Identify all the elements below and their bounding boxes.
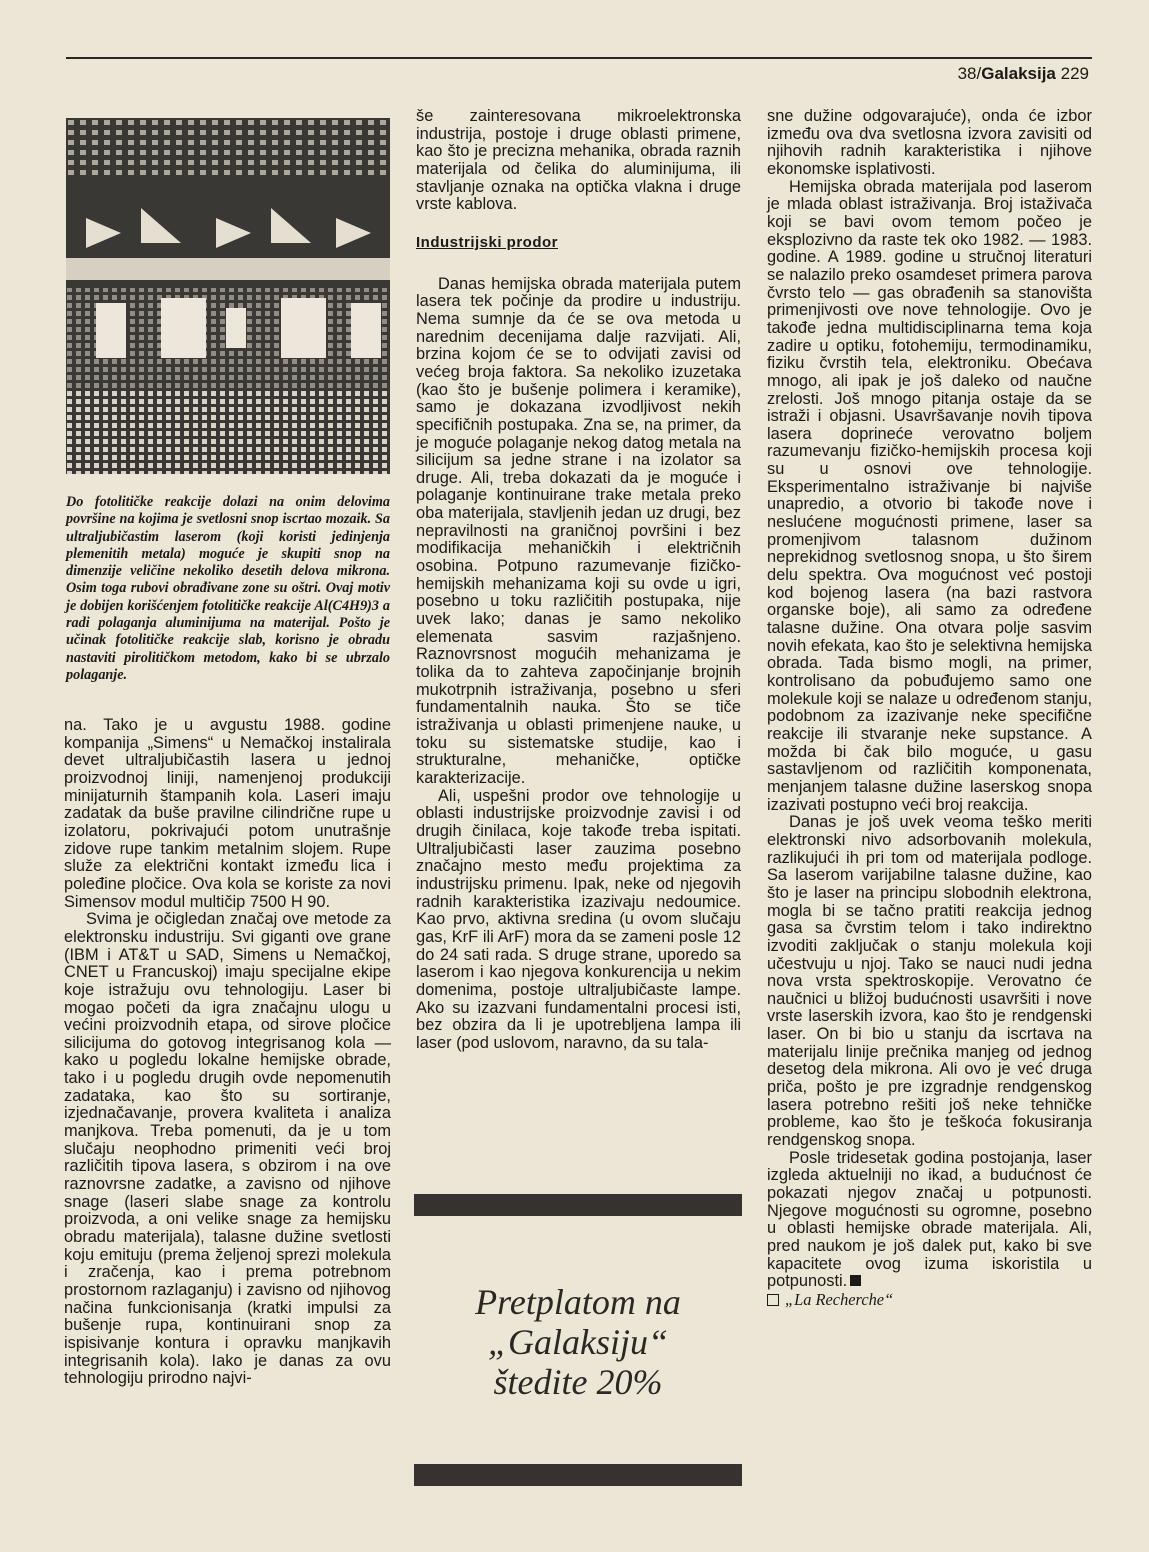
column-3: [767, 108, 1092, 1310]
issue-number: 38/: [957, 64, 982, 83]
photo-caption: Do fotolitičke reakcije dolazi na onim delovima površine na kojima je svetlosni snop iscrtao mozaik. Sa ultraljubičastim laserom (koji koristi jedinjenja plemenitih metala) moguće je skupiti snop na dimenzije veličine nekoliko desetih delova mikrona. Osim toga rubovi obrađivane zone su oštri. Ovaj motiv je dobijen korišćenjem fotolitičke reakcije Al(C4H9)3 a radi polaganja aluminijuma na materijal. Pošto je učinak fotolitičke reakcije slab, korisno je obradu nastaviti pirolitičkom metodom, kako bi se ubrzalo polaganje.: [66, 494, 390, 683]
ad-top-bar: [414, 1194, 742, 1216]
page-number: 229: [1060, 64, 1089, 83]
header-rule: [66, 57, 1092, 59]
subscription-ad: [414, 1220, 742, 1470]
paragraph: Hemijska obrada materijala pod laserom je mlada oblast istraživanja. Broj istaživača koji se bavi ovom temom počeo je eksplozivno da raste tek oko 1982. — 1983. godine. A 1989. godine u stručnoj literaturi se nalazilo preko osamdeset primera parova čvrsto telo — gas obrađenih sa stanovišta primenjivosti ove nove tehnologije. Ovo je takođe jedna multidisciplinarna tema koja zadire u optiku, fotohemiju, termodinamiku, fiziku čvrstih tela, elektroniku. Obećava mnogo, ali ipak je još daleko od naučne zrelosti. Još mnogo pitanja ostaje da se istraži i objasni. Usavršavanje novih tipova lasera doprineće verovatno boljem razumevanju fizičko-hemijskih procesa koji su u osnovi ove tehnologije. Eksperimentalno istraživanje bi najviše unapredio, a otvorio bi takođe nove i neslućene mogućnosti primene, laser sa promenjivom talasnom dužinom neprekidnog svetlosnog snopa, u što širem delu spektra. Ova mogućnost već postoji kod bojenog lasera (na bazi rastvora organske boje), ali samo za određene talasne dužine. Ona otvara polje sasvim novih efekata, kao što je selektivna hemijska obrada. Tada bismo mogli, na primer, kontrolisano da pobuđujemo samo one molekule koji se nalaze u određenom stanju, podobnom za izazivanje neke specifične reakcije ili stvaranje neke supstance. A možda bi čak bilo moguće, u gasu sastavljenom od različitih komponenata, menjanjem talasne dužine laserskog snopa izazivati postupno veći broj reakcija.: [767, 177, 1092, 814]
paragraph: Ali, uspešni prodor ove tehnologije u oblasti industrijske proizvodnje zavisi i od drugih činilaca, koje takođe treba ispitati. Ultraljubičasti laser zauzima posebno značajno mesto među projektima za industrijsku primenu. Ipak, neke od njegovih radnih karakteristika izazivaju nedoumice. Kao prvo, aktivna sredina (u ovom slučaju gas, KrF ili ArF) mora da se zameni posle 12 do 24 sati rada. S druge strane, uporedo sa laserom i kao njegova konkurencija u nekim domenima, postoje ultraljubičaste lampe. Ako su izazvani fundamentalni procesi isti, bez obzira da li je upotrebljena lampa ili laser (pod uslovom, naravno, da su tala-: [416, 786, 741, 1052]
ad-bottom-bar: [414, 1464, 742, 1486]
end-mark-icon: [850, 1275, 861, 1286]
column-2: [416, 108, 741, 1052]
mosaic-pattern: [66, 118, 390, 474]
square-bullet-icon: [767, 1294, 779, 1306]
ad-line: štedite 20%: [493, 1362, 663, 1402]
column-1: [64, 717, 391, 1388]
paragraph: Danas je još uvek veoma teško meriti elektronski nivo adsorbovanih molekula, razlikujući ih pri tom od materijala podloge. Sa laserom varijabilne talasne dužine, kao što je laser na principu slobodnih elektrona, mogla bi se tačno pratiti reakcija jednog gasa sa čvrstim telom i tako indirektno izvoditi zaključak o stanju molekula koji učestvuju u njoj. Tako se nauci nudi jedna nova vrsta spektroskopije. Verovatno će naučnici u bližoj budućnosti usavršiti i nove vrste laserskih izvora, kao što je rendgenski laser. On bi bio u stanju da iscrtava na materijalu linije prečnika manjeg od jednog desetog dela mikrona. Ali ovo je već druga priča, pošto je pre izgradnje rendgenskog lasera potrebno rešiti još neke tehničke probleme, kao što je teškoća fokusiranja rendgenskog snopa.: [767, 813, 1092, 1150]
source-credit: „La Recherche“: [785, 1289, 894, 1309]
page-folio: [958, 64, 1089, 84]
section-heading: Industrijski prodor: [416, 233, 559, 251]
ad-line: Pretplatom na: [475, 1282, 681, 1322]
paragraph: Svima je očigledan značaj ove metode za elektronsku industriju. Svi giganti ove grane (IBM i AT&T u SAD, Simens u Nemačkoj, CNET u Francuskoj) imaju specijalne ekipe koje istražuju ovu tehnologiju. Laser bi mogao početi da igra značajnu ulogu u većini proizvodnih etapa, od sirove pločice silicijuma do gotovog integrisanog kola — kako u pogledu lokalne hemijske obrade, tako i u pogledu drugih ovde nepomenutih zadataka, kao što su sortiranje, izjednačavanje, provera kvaliteta i analiza manjkova. Treba pomenuti, da je u tom slučaju neophodno primeniti veći broj različitih tipova lasera, s obzirom i na ove raznovrsne zadatke, a zavisno od njihove snage (laseri slabe snage za kontrolu proizvoda, a oni velike snage za hemijsku obradu materijala), talasne dužine svetlosti koju emituju (prema željenoj sprezi molekula i zračenja, kao i prema potrebnom prostornom razlaganju) i zavisno od njihovog načina funkcionisanja (kratki impulsi za bušenje rupa, kontinuirani snop za ispisivanje kontura i opravku manjkavih integrisanih kola). Iako je danas za ovu tehnologiju prirodno najvi-: [64, 910, 391, 1388]
magazine-name: Galaksija: [981, 64, 1056, 83]
paragraph: Danas hemijska obrada materijala putem lasera tek počinje da prodire u industriju. Nema sumnje da će se ova metoda u narednim decenijama dalje razvijati. Ali, brzina kojom će se to odvijati zavisi od većeg broja faktora. Sa nekoliko izuzetaka (kao što je bušenje polimera i keramike), samo je dokazana izvodljivost nekih specifičnih postupaka. Zna se, na primer, da je moguće polaganje nekog datog metala na silicijum sa jedne strane i na izolator sa druge. Ali, treba dokazati da je moguće i polaganje kontinuirane trake metala preko oba materijala, stavljenih jedan uz drugi, bez nepravilnosti na graničnoj površini i bez modifikacija mehaničkih i električnih osobina. Potpuno razumevanje fizičko-hemijskih mehanizama koji su ovde u igri, posebno u toku različitih postupaka, nije uvek lako; danas je samo nekoliko elemenata sasvim razjašnjeno. Raznovrsnost mogućih mehanizama je tolika da to zahteva započinjanje brojnih mukotrpnih istraživanja, posebno u sferi fundamentalnih nauka. Što se tiče istraživanja u oblasti primenjene nauke, u toku su sistematske studije, kao i strukturalne, mehaničke, optičke karakterizacije.: [416, 274, 741, 787]
paragraph: na. Tako je u avgustu 1988. godine kompanija „Simens“ u Nemačkoj instalirala devet ultraljubičastih lasera u jednoj proizvodnoj liniji, namenjenoj produkciji minijaturnih štampanih kola. Laseri imaju zadatak da buše pravilne cilindrične rupe u izolatoru, pokrivajući potom unutrašnje zidove rupe tankim metalnim slojem. Rupe služe za električni kontakt između lica i poleđine pločice. Ova kola se koriste za novi Simensov modul multičip 7500 H 90.: [64, 716, 391, 911]
paragraph: sne dužine odgovarajuće), onda će izbor između ova dva svetlosna izvora zavisiti od njihovih radnih karakteristika i njihove ekonomske isplativosti.: [767, 107, 1092, 178]
source-line: [767, 1291, 1092, 1310]
paragraph: [767, 1150, 1092, 1291]
ad-line: „Galaksiju“: [487, 1322, 669, 1362]
ad-text: [414, 1282, 742, 1402]
mosaic-photo: [66, 118, 390, 474]
paragraph-text: Posle tridesetak godina postojanja, laser izgleda aktuelniji no ikad, a budućnost će pokazati njegov značaj u potpunosti. Njegove mogućnosti su ogromne, posebno u oblasti hemijske obrade materijala. Ali, pred naukom je još dalek put, kako bi sve kapacitete ovog izuma iskoristila u potpunosti.: [767, 1148, 1092, 1291]
paragraph: še zainteresovana mikroelektronska industrija, postoje i druge oblasti primene, kao što je precizna mehanika, obrada raznih materijala od čelika do aluminijuma, ili stavljanje oznaka na optička vlakna i druge vrste kablova.: [416, 107, 741, 214]
